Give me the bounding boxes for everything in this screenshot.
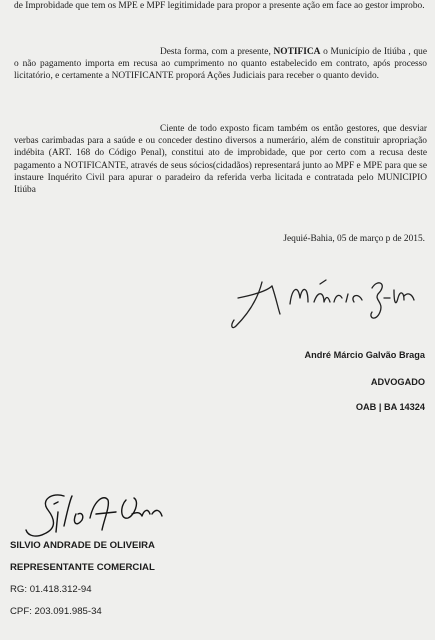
paragraph-managers [14,123,427,196]
representative-name: SILVIO ANDRADE DE OLIVEIRA [10,540,155,551]
paragraph-notification-rest: o Município de Itiúba , que o não pagamento importa em recusa ao cumprimento no quanto estabelecido em contrato, após processo licitatório, e certamente a NOTIFICANTE proporá Ações Judiciais para receber o quanto devido. [14,47,427,82]
representative-cpf: CPF: 203.091.985-34 [10,606,102,617]
paragraph-notification [14,46,427,83]
place-date: Jequié-Bahia, 05 de março p de 2015. [283,234,425,244]
paragraph-improbity: de Improbidade que tem os MPE e MPF legitimidade para propor a presente ação em face ao gestor improbo. [14,1,425,11]
representative-role: REPRESENTANTE COMERCIAL [10,562,155,573]
representative-rg: RG: 01.418.312-94 [10,584,92,595]
lawyer-registration: OAB | BA 14324 [355,402,425,412]
paragraph-notification-lead: Desta forma, com a presente, [160,47,274,57]
paragraph-managers-text: Ciente de todo exposto ficam também os então gestores, que desviar verbas carimbadas para a saúde e ou conceder destino diversos a numerário, além de constituir apropriação indébita (ART. 168 do Código Penal), constitui ato de improbidade, que por certo com a recusa deste pagamento a NOTIFICANTE, através de seus sócios(cidadãos) representará junto ao MPF e MPE para que se instaure Inquérito Civil para apurar o paradeiro da referida verba licitada e contratada pelo MUNICIPIO Itiúba [14,124,427,196]
notifica-keyword: NOTIFICA [273,47,321,57]
lawyer-name: André Márcio Galvão Braga [304,350,425,360]
lawyer-signature-image [228,268,418,338]
lawyer-title: ADVOGADO [370,377,425,387]
paragraph-notification-indent [14,47,160,57]
paragraph-managers-indent [14,124,160,134]
